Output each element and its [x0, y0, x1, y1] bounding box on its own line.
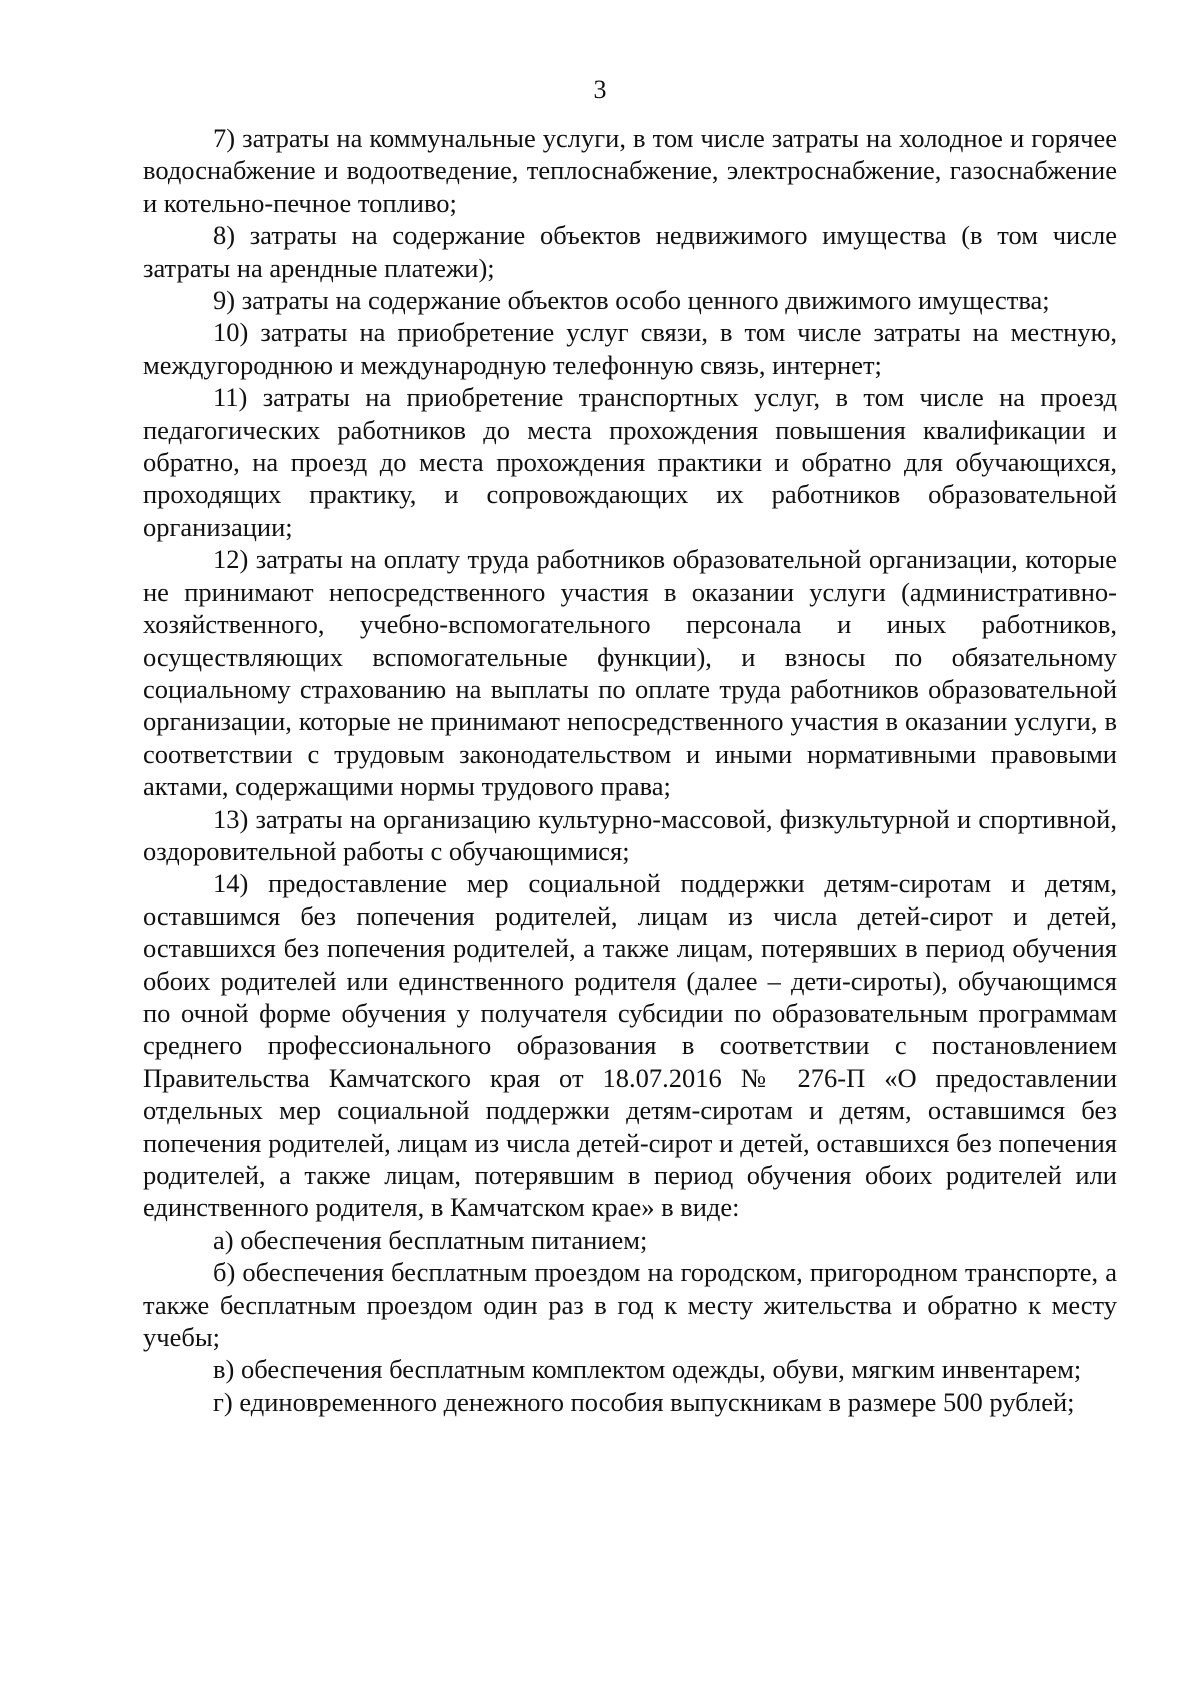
paragraph-item-10: 10) затраты на приобретение услуг связи, в том числе затраты на местную, междугороднюю и международную телефонную связь, интернет;	[143, 317, 1117, 380]
paragraph-item-11: 11) затраты на приобретение транспортных услуг, в том числе на проезд педагогических работников до места прохождения повышения квалификации и обратно, на проезд до места прохождения практики и обратно для обучающихся, проходящих практику, и сопровождающих их работников образовательной организации;	[143, 382, 1117, 542]
paragraph-item-7: 7) затраты на коммунальные услуги, в том числе затраты на холодное и горячее водоснабжение и водоотведение, теплоснабжение, электроснабжение, газоснабжение и котельно-печное топливо;	[143, 123, 1117, 218]
subparagraph-v: в) обеспечения бесплатным комплектом одежды, обуви, мягким инвентарем;	[213, 1354, 1082, 1385]
paragraph-item-9: 9) затраты на содержание объектов особо ценного движимого имущества;	[213, 285, 1050, 316]
paragraph-item-12: 12) затраты на оплату труда работников образовательной организации, которые не принимают непосредственного участия в оказании услуги (административно-хозяйственного, учебно-вспомогательного персонала и иных работников, осуществляющих вспомогательные функции), и взносы по обязательному социальному страхованию на выплаты по оплате труда работников образовательной организации, которые не принимают непосредственного участия в оказании услуги, в соответствии с трудовым законодательством и иными нормативными правовыми актами, содержащими нормы трудового права;	[143, 544, 1117, 802]
subparagraph-g: г) единовременного денежного пособия выпускникам в размере 500 рублей;	[213, 1386, 1075, 1417]
page-number: 3	[593, 75, 607, 104]
subparagraph-a: а) обеспечения бесплатным питанием;	[213, 1224, 648, 1255]
paragraph-item-13: 13) затраты на организацию культурно-массовой, физкультурной и спортивной, оздоровительной работы с обучающимися;	[143, 803, 1117, 866]
paragraph-item-8: 8) затраты на содержание объектов недвижимого имущества (в том числе затраты на арендные платежи);	[143, 220, 1117, 283]
subparagraph-b: б) обеспечения бесплатным проездом на городском, пригородном транспорте, а также бесплатным проездом один раз в год к месту жительства и обратно к месту учебы;	[143, 1257, 1117, 1353]
document-body	[143, 122, 1117, 1418]
paragraph-item-14: 14) предоставление мер социальной поддержки детям-сиротам и детям, оставшимся без попечения родителей, лицам из числа детей-сирот и детей, оставшихся без попечения родителей, а также лицам, потерявших в период обучения обоих родителей или единственного родителя (далее – дети-сироты), обучающимся по очной форме обучения у получателя субсидии по образовательным программам среднего профессионального образования в соответствии с постановлением Правительства Камчатского края от 18.07.2016 № 276-П «О предоставлении отдельных мер социальной поддержки детям-сиротам и детям, оставшимся без попечения родителей, лицам из числа детей-сирот и детей, оставшихся без попечения родителей, а также лицам, потерявшим в период обучения обоих родителей или единственного родителя, в Камчатском крае» в виде:	[143, 868, 1117, 1223]
